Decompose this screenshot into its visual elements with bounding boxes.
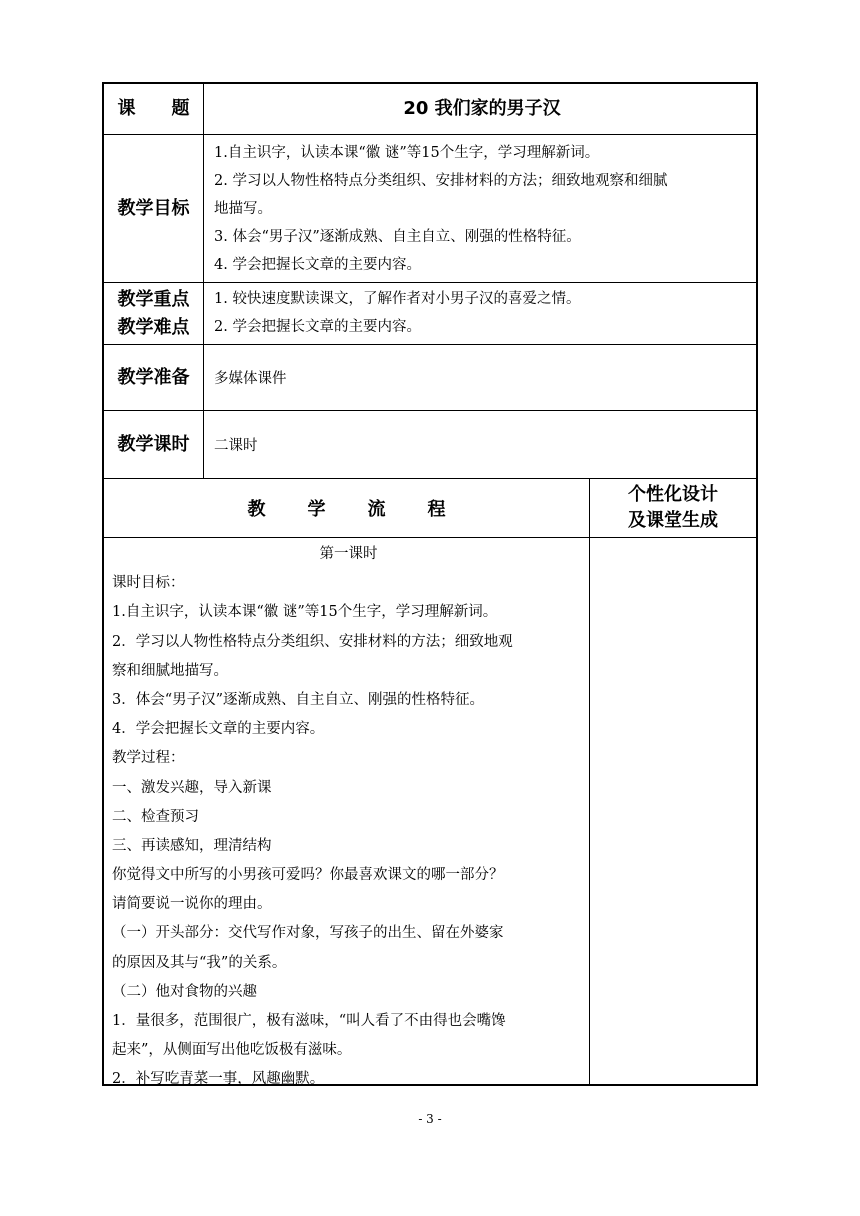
process-body-row <box>104 538 756 1088</box>
process-line: 察和细腻地描写。 <box>112 662 228 679</box>
process-line: 的原因及其与“我”的关系。 <box>112 954 287 971</box>
prep-value: 多媒体课件 <box>214 371 287 387</box>
key-points-row <box>104 283 756 345</box>
objective-line: 地描写。 <box>214 201 272 217</box>
hours-row <box>104 411 756 479</box>
process-line: 4．学会把握长文章的主要内容。 <box>112 721 325 738</box>
process-line: 请简要说一说你的理由。 <box>112 896 272 913</box>
key-points-cell <box>204 283 756 344</box>
session-title: 第一课时 <box>319 546 378 562</box>
key-label-2: 教学难点 <box>117 316 190 338</box>
process-header-row <box>104 479 756 538</box>
process-line: 3．体会“男子汉”逐渐成熟、自主自立、刚强的性格特征。 <box>112 691 485 708</box>
process-line: 起来”，从侧面写出他吃饭极有滋味。 <box>112 1042 352 1059</box>
objectives-label: 教学目标 <box>104 135 204 282</box>
process-line: 教学过程： <box>112 750 185 767</box>
process-line: 一、激发兴趣，导入新课 <box>112 779 272 796</box>
hours-label: 教学课时 <box>104 411 204 478</box>
objective-line: 1.自主识字，认读本课“徽 谜”等15个生字，学习理解新词。 <box>214 145 600 161</box>
flow-header-cell <box>104 479 590 537</box>
flow-header: 教学流程 <box>247 499 488 520</box>
key-point-line: 1. 较快速度默读课文，了解作者对小男子汉的喜爱之情。 <box>214 291 581 307</box>
process-line: 2．学习以人物性格特点分类组织、安排材料的方法；细致地观 <box>112 633 513 650</box>
objective-line: 3. 体会“男子汉”逐渐成熟、自主自立、刚强的性格特征。 <box>214 229 581 245</box>
objectives-row <box>104 135 756 283</box>
objective-line: 4. 学会把握长文章的主要内容。 <box>214 257 421 273</box>
design-header-2: 及课堂生成 <box>628 510 718 531</box>
design-header-cell <box>590 479 756 537</box>
objective-line: 2. 学习以人物性格特点分类组织、安排材料的方法；细致地观察和细腻 <box>214 173 668 189</box>
process-line: 你觉得文中所写的小男孩可爱吗？你最喜欢课文的哪一部分？ <box>112 867 504 884</box>
process-line: 三、再读感知，理清结构 <box>112 837 272 854</box>
lesson-title: 20 我们家的男子汉 <box>403 98 561 119</box>
process-line: 1．量很多，范围很广，极有滋味，“叫人看了不由得也会嘴馋 <box>112 1013 506 1029</box>
title-row <box>104 84 756 135</box>
hours-cell <box>204 411 756 478</box>
title-label: 课 题 <box>104 84 204 134</box>
prep-label: 教学准备 <box>104 345 204 410</box>
process-content-cell <box>104 538 590 1088</box>
hours-value: 二课时 <box>214 438 258 454</box>
design-notes-cell <box>590 538 756 1084</box>
objectives-cell <box>204 135 756 282</box>
process-line: 课时目标： <box>112 575 185 592</box>
key-label-1: 教学重点 <box>117 288 190 310</box>
process-line: 1.自主识字，认读本课“徽 谜”等15个生字，学习理解新词。 <box>112 604 498 621</box>
prep-row <box>104 345 756 411</box>
key-point-line: 2. 学会把握长文章的主要内容。 <box>214 319 421 335</box>
design-header-1: 个性化设计 <box>628 484 718 505</box>
page-number: - 3 - <box>418 1112 442 1126</box>
prep-cell <box>204 345 756 410</box>
key-points-label <box>104 283 204 344</box>
process-line: （一）开头部分：交代写作对象，写孩子的出生、留在外婆家 <box>112 925 504 942</box>
process-line: （二）他对食物的兴趣 <box>112 983 257 1000</box>
lesson-plan-table <box>102 82 758 1086</box>
process-line: 二、检查预习 <box>112 808 199 825</box>
process-line: 2．补写吃青菜一事，风趣幽默。 <box>112 1071 325 1088</box>
